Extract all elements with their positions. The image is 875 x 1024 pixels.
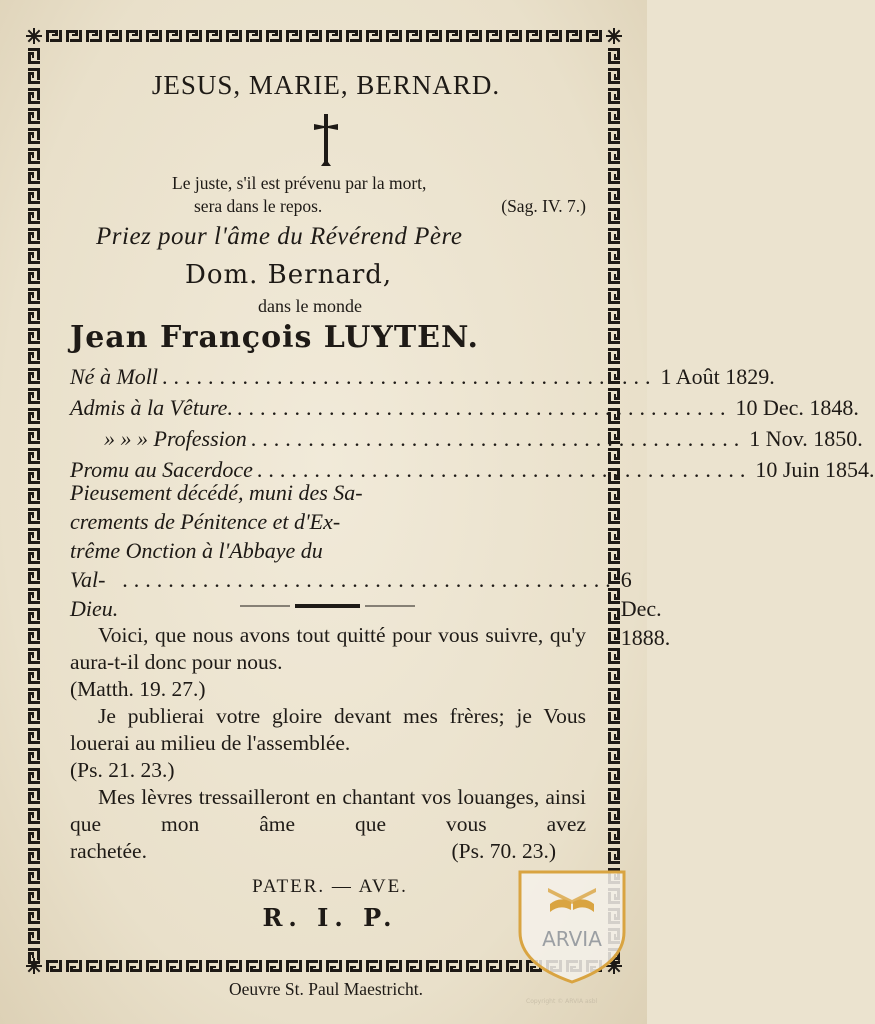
- border-motif: [206, 30, 222, 42]
- border-motif: [546, 30, 562, 42]
- border-motif: [608, 608, 620, 624]
- event-label: Né à Moll: [70, 364, 158, 389]
- border-motif: [608, 348, 620, 364]
- leader-dots: ...........................................: [250, 426, 746, 451]
- border-motif: [28, 828, 40, 844]
- event-date: 1 Nov. 1850.: [749, 426, 863, 451]
- border-motif: [326, 960, 342, 972]
- border-motif: [126, 30, 142, 42]
- life-events: [70, 364, 875, 488]
- printer-credit: Oeuvre St. Paul Maestricht.: [229, 979, 423, 999]
- border-motif: [466, 30, 482, 42]
- border-motif: [46, 960, 62, 972]
- border-motif: [28, 688, 40, 704]
- death-date: 6 Dec. 1888.: [620, 567, 671, 650]
- border-motif: [608, 768, 620, 784]
- leader-dots: ...........................................: [236, 395, 732, 420]
- border-motif: [28, 928, 40, 944]
- border-motif: [106, 960, 122, 972]
- border-motif: [186, 960, 202, 972]
- border-motif: [346, 30, 362, 42]
- border-motif: [28, 548, 40, 564]
- scripture-reference: (Ps. 21. 23.): [70, 758, 175, 782]
- scripture-text: Je publierai votre gloire devant mes frères; je Vous louerai au milieu de l'assemblée.: [70, 704, 586, 755]
- border-motif: [28, 628, 40, 644]
- border-motif: [28, 368, 40, 384]
- border-motif: [608, 228, 620, 244]
- scripture-last-row: [70, 838, 586, 865]
- border-motif: [226, 30, 242, 42]
- border-motif: [28, 748, 40, 764]
- event-row: [70, 426, 863, 457]
- leader-dots: ...........................................: [162, 364, 657, 389]
- border-motif: [608, 148, 620, 164]
- leader-dots: ...........................................: [256, 457, 752, 482]
- border-motif: [608, 48, 620, 64]
- scripture-passages: [70, 622, 586, 865]
- event-label: » » » Profession: [104, 426, 247, 451]
- border-motif: [466, 960, 482, 972]
- border-motif: [608, 68, 620, 84]
- border-motif: [608, 688, 620, 704]
- border-motif: [28, 528, 40, 544]
- border-motif: [28, 68, 40, 84]
- border-motif: [608, 328, 620, 344]
- border-motif: [608, 208, 620, 224]
- border-motif: [608, 668, 620, 684]
- border-motif: [566, 30, 582, 42]
- border-motif: [146, 960, 162, 972]
- scripture-reference: (Ps. 70. 23.): [451, 839, 556, 863]
- border-motif: [608, 808, 620, 824]
- border-motif: [608, 788, 620, 804]
- border-motif: [28, 388, 40, 404]
- event-date: 1 Août 1829.: [660, 364, 775, 389]
- border-motif: [28, 148, 40, 164]
- border-motif: [608, 628, 620, 644]
- border-motif: [266, 960, 282, 972]
- border-motif: [28, 668, 40, 684]
- border-motif: [28, 108, 40, 124]
- cross-icon: [310, 110, 342, 170]
- border-motif: [166, 960, 182, 972]
- border-motif: [608, 108, 620, 124]
- border-motif: [608, 848, 620, 864]
- border-motif: [28, 208, 40, 224]
- in-the-world-label: dans le monde: [258, 296, 362, 316]
- border-motif: [608, 288, 620, 304]
- border-motif: [28, 128, 40, 144]
- birth-name: Jean François LUYTEN.: [70, 320, 479, 355]
- border-motif: [28, 808, 40, 824]
- death-line-1: Pieusement décédé, muni des Sa-: [70, 480, 363, 505]
- leader-dots: ...........................................: [122, 567, 617, 592]
- border-motif: [146, 30, 162, 42]
- border-motif: [608, 168, 620, 184]
- border-motif: [28, 848, 40, 864]
- quote-line-2-row: [172, 195, 590, 218]
- corner-star: [26, 958, 42, 974]
- border-motif: [586, 30, 602, 42]
- border-motif: [608, 508, 620, 524]
- border-motif: [406, 960, 422, 972]
- ornamental-separator: [240, 602, 415, 610]
- border-motif: [246, 960, 262, 972]
- scripture-reference: (Matth. 19. 27.): [70, 677, 206, 701]
- border-motif: [286, 30, 302, 42]
- border-motif: [28, 168, 40, 184]
- scripture-text: Voici, que nous avons tout quitté pour vous suivre, qu'y aura-t-il donc pour nous.: [70, 623, 586, 674]
- prayer-request: Priez pour l'âme du Révérend Père: [96, 223, 463, 250]
- copyright-note: Copyright © ARVIA asbl: [526, 998, 598, 1005]
- border-motif: [126, 960, 142, 972]
- border-motif: [486, 30, 502, 42]
- scripture-text: Mes lèvres tressailleront en chantant vos louanges, ainsi que mon âme que vous avez: [70, 785, 586, 836]
- border-motif: [426, 960, 442, 972]
- border-motif: [608, 708, 620, 724]
- arvia-logo: [512, 866, 632, 986]
- border-motif: [366, 960, 382, 972]
- border-motif: [28, 328, 40, 344]
- border-motif: [28, 308, 40, 324]
- border-motif: [306, 30, 322, 42]
- border-motif: [246, 30, 262, 42]
- border-motif: [206, 960, 222, 972]
- quote-line-2: sera dans le repos.: [194, 196, 323, 216]
- border-motif: [446, 960, 462, 972]
- event-date: 10 Juin 1854.: [755, 457, 875, 482]
- border-motif: [608, 188, 620, 204]
- border-motif: [28, 348, 40, 364]
- border-motif: [28, 648, 40, 664]
- border-motif: [608, 248, 620, 264]
- border-motif: [28, 408, 40, 424]
- border-motif: [608, 528, 620, 544]
- border-motif: [28, 588, 40, 604]
- border-motif: [186, 30, 202, 42]
- border-motif: [608, 648, 620, 664]
- border-motif: [406, 30, 422, 42]
- event-label: Promu au Sacerdoce: [70, 457, 253, 482]
- border-motif: [28, 448, 40, 464]
- border-motif: [306, 960, 322, 972]
- border-motif: [506, 30, 522, 42]
- border-motif: [28, 888, 40, 904]
- logo-text: ARVIA: [542, 927, 602, 951]
- border-motif: [608, 828, 620, 844]
- border-motif: [66, 960, 82, 972]
- border-motif: [28, 608, 40, 624]
- border-motif: [28, 468, 40, 484]
- border-motif: [326, 30, 342, 42]
- border-motif: [526, 30, 542, 42]
- death-line-4: Val-Dieu.: [70, 567, 119, 621]
- border-motif: [28, 788, 40, 804]
- border-motif: [266, 30, 282, 42]
- event-label: Admis à la Vêture.: [70, 395, 233, 420]
- border-motif: [28, 268, 40, 284]
- border-motif: [86, 960, 102, 972]
- border-motif: [386, 30, 402, 42]
- event-date: 10 Dec. 1848.: [735, 395, 859, 420]
- border-motif: [28, 708, 40, 724]
- border-motif: [28, 228, 40, 244]
- scripture-text-end: rachetée.: [70, 839, 147, 863]
- border-motif: [226, 960, 242, 972]
- religious-name: Dom. Bernard,: [185, 260, 393, 290]
- border-motif: [346, 960, 362, 972]
- border-motif: [28, 88, 40, 104]
- border-motif: [608, 308, 620, 324]
- border-motif: [608, 748, 620, 764]
- border-motif: [28, 188, 40, 204]
- border-motif: [366, 30, 382, 42]
- pater-ave: PATER. — AVE.: [252, 876, 408, 897]
- death-line-3: trême Onction à l'Abbaye du: [70, 538, 323, 563]
- border-motif: [446, 30, 462, 42]
- border-motif: [608, 268, 620, 284]
- border-motif: [28, 428, 40, 444]
- border-motif: [28, 288, 40, 304]
- rip: R. I. P.: [262, 903, 398, 932]
- event-row: [70, 395, 859, 426]
- border-motif: [486, 960, 502, 972]
- death-line-2: crements de Pénitence et d'Ex-: [70, 509, 341, 534]
- border-motif: [386, 960, 402, 972]
- border-motif: [28, 908, 40, 924]
- event-row: [70, 364, 775, 395]
- opening-quote: [172, 172, 590, 218]
- border-motif: [86, 30, 102, 42]
- border-motif: [608, 88, 620, 104]
- border-motif: [46, 30, 62, 42]
- quote-line-1: Le juste, s'il est prévenu par la mort,: [172, 173, 427, 193]
- border-motif: [28, 48, 40, 64]
- border-motif: [28, 728, 40, 744]
- border-motif: [608, 128, 620, 144]
- card-heading: JESUS, MARIE, BERNARD.: [151, 70, 501, 100]
- border-motif: [608, 548, 620, 564]
- corner-star: [606, 28, 622, 44]
- corner-star: [26, 28, 42, 44]
- quote-reference: (Sag. IV. 7.): [501, 196, 586, 216]
- border-motif: [286, 960, 302, 972]
- border-motif: [608, 488, 620, 504]
- border-motif: [166, 30, 182, 42]
- border-motif: [106, 30, 122, 42]
- border-motif: [66, 30, 82, 42]
- border-motif: [426, 30, 442, 42]
- border-motif: [28, 568, 40, 584]
- border-motif: [28, 248, 40, 264]
- border-motif: [28, 508, 40, 524]
- border-motif: [28, 488, 40, 504]
- border-motif: [28, 868, 40, 884]
- border-motif: [608, 728, 620, 744]
- border-motif: [28, 768, 40, 784]
